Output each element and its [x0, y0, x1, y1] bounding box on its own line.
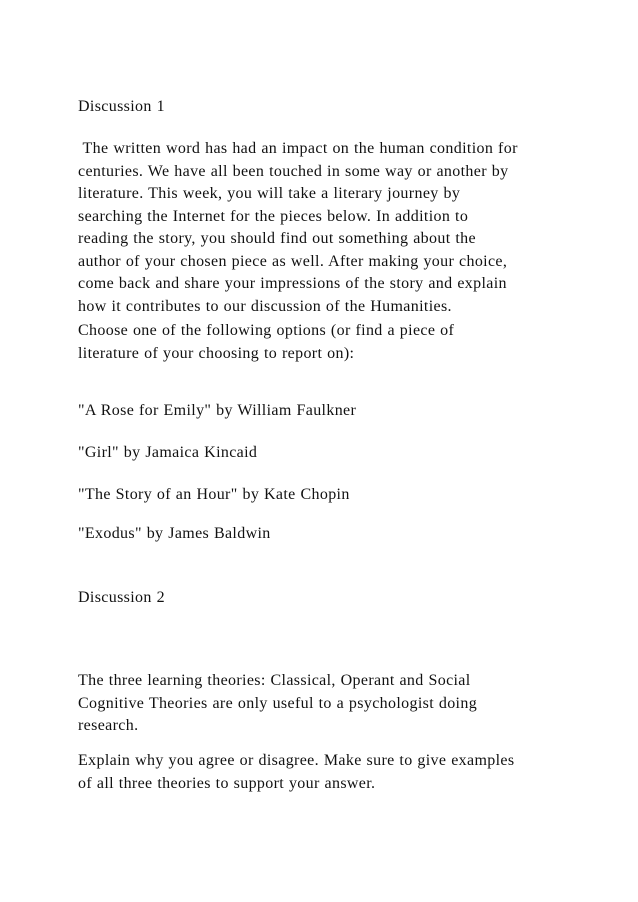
- paragraph-line: The written word has had an impact on the human condition for: [78, 140, 518, 157]
- discussion-1-intro-paragraph: [78, 138, 588, 318]
- discussion-2-instruction-paragraph: [78, 750, 588, 795]
- paragraph-line: searching the Internet for the pieces below. In addition to: [78, 207, 469, 225]
- discussion-1-heading: Discussion 1: [78, 98, 165, 115]
- paragraph-line: come back and share your impressions of the story and explain: [78, 275, 507, 292]
- reading-option-3: "The Story of an Hour" by Kate Chopin: [78, 486, 350, 503]
- paragraph-line: The three learning theories: Classical, Operant and Social: [78, 672, 471, 689]
- reading-option-2: "Girl" by Jamaica Kincaid: [78, 444, 258, 461]
- reading-option-1: "A Rose for Emily" by William Faulkner: [78, 402, 357, 419]
- paragraph-line: centuries. We have all been touched in some way or another by: [78, 162, 509, 180]
- discussion-2-heading: Discussion 2: [78, 589, 165, 606]
- paragraph-line: Cognitive Theories are only useful to a psychologist doing: [78, 694, 478, 712]
- paragraph-line: literature of your choosing to report on):: [78, 344, 355, 362]
- paragraph-line: Explain why you agree or disagree. Make sure to give examples: [78, 752, 515, 769]
- choose-option-paragraph: [78, 320, 588, 365]
- paragraph-line: reading the story, you should find out something about the: [78, 230, 476, 247]
- paragraph-line: Choose one of the following options (or find a piece of: [78, 322, 455, 339]
- paragraph-line: of all three theories to support your answer.: [78, 774, 376, 792]
- discussion-2-statement-paragraph: [78, 670, 588, 738]
- paragraph-line: author of your chosen piece as well. After making your choice,: [78, 252, 508, 270]
- paragraph-line: how it contributes to our discussion of the Humanities.: [78, 297, 452, 315]
- reading-option-4: "Exodus" by James Baldwin: [78, 525, 271, 542]
- paragraph-line: literature. This week, you will take a literary journey by: [78, 185, 461, 202]
- paragraph-line: research.: [78, 717, 139, 734]
